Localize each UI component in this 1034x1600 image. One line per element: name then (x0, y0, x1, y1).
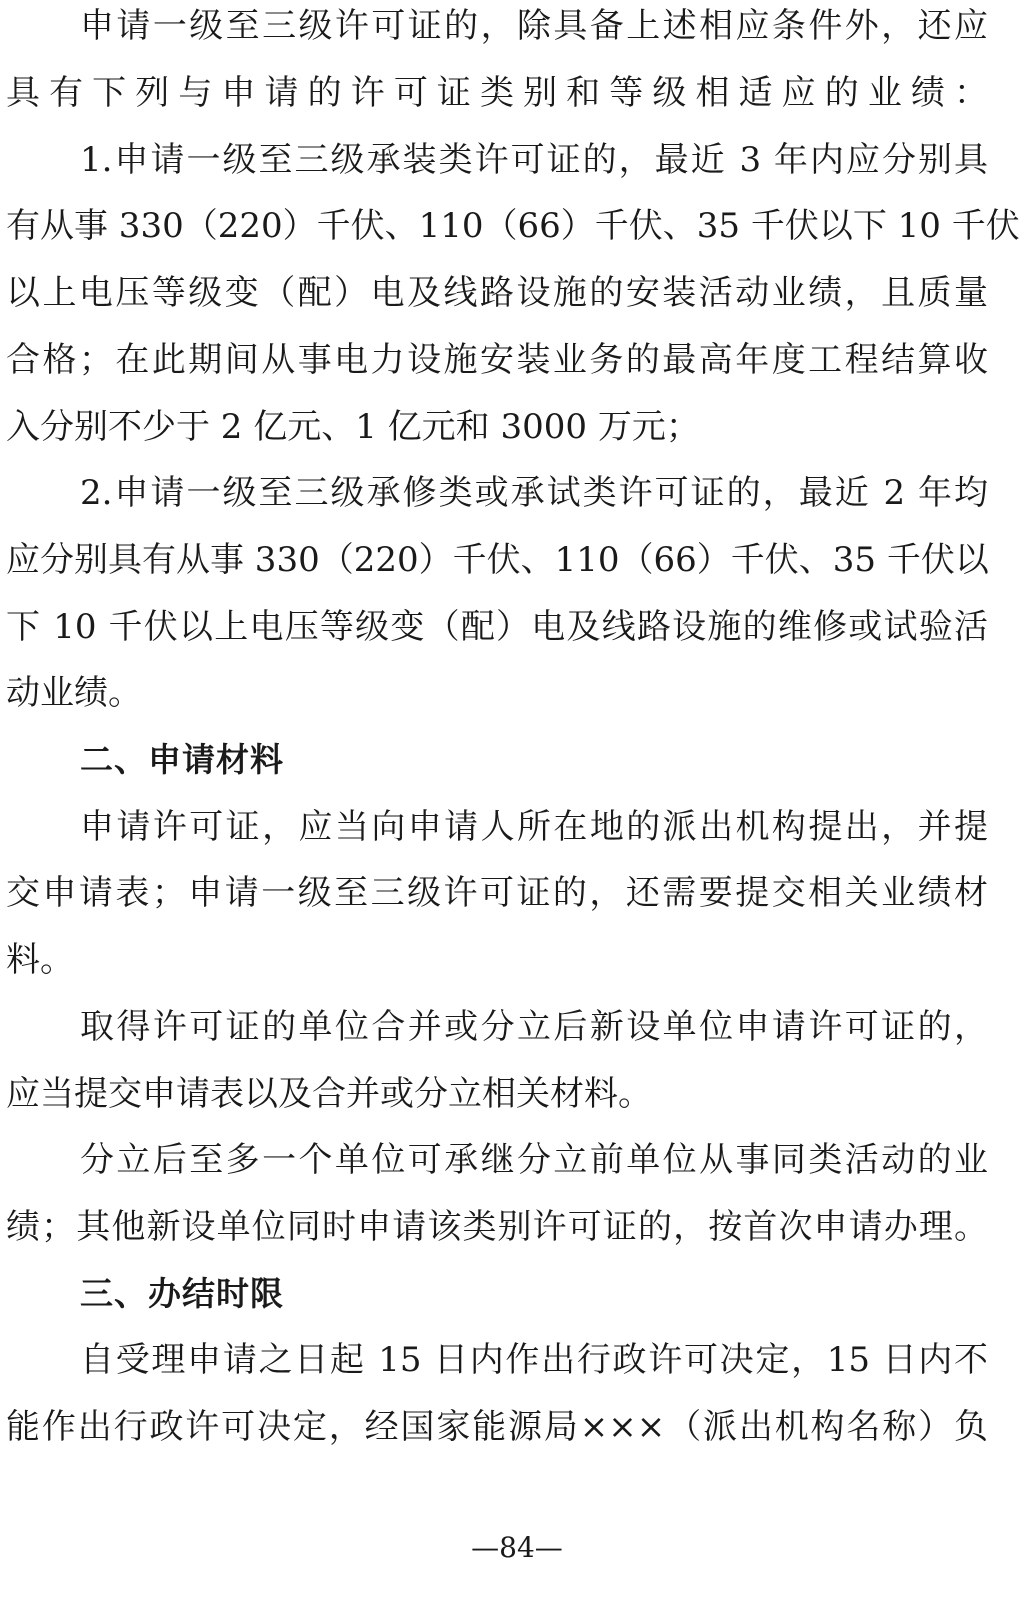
paragraph-line: 自受理申请之日起 15 日内作出行政许可决定，15 日内不 (80, 1340, 988, 1380)
paragraph-line: 2.申请一级至三级承修类或承试类许可证的，最近 2 年均 (80, 473, 988, 513)
paragraph-line: 能作出行政许可决定，经国家能源局×××（派出机构名称）负 (6, 1407, 988, 1447)
paragraph-line: 料。 (6, 940, 74, 980)
paragraph-line: 分立后至多一个单位可承继分立前单位从事同类活动的业 (80, 1140, 988, 1180)
section-heading: 三、办结时限 (80, 1274, 284, 1313)
paragraph-line: 绩；其他新设单位同时申请该类别许可证的，按首次申请办理。 (6, 1207, 988, 1247)
paragraph-line: 动业绩。 (6, 673, 142, 713)
paragraph-line: 取得许可证的单位合并或分立后新设单位申请许可证的， (80, 1007, 988, 1047)
paragraph-line: 申请一级至三级许可证的，除具备上述相应条件外，还应 (80, 6, 988, 46)
paragraph-line: 入分别不少于 2 亿元、1 亿元和 3000 万元； (6, 407, 700, 447)
paragraph-line: 具有下列与申请的许可证类别和等级相适应的业绩： (6, 73, 988, 113)
paragraph-line: 以上电压等级变（配）电及线路设施的安装活动业绩，且质量 (6, 273, 988, 313)
paragraph-line: 交申请表；申请一级至三级许可证的，还需要提交相关业绩材 (6, 873, 988, 913)
page-number: —84— (471, 1531, 563, 1564)
paragraph-line: 合格；在此期间从事电力设施安装业务的最高年度工程结算收 (6, 340, 988, 380)
paragraph-line: 申请许可证，应当向申请人所在地的派出机构提出，并提 (80, 807, 988, 847)
section-heading: 二、申请材料 (80, 740, 284, 779)
paragraph-line: 有从事 330（220）千伏、110（66）千伏、35 千伏以下 10 千伏 (6, 206, 1020, 246)
paragraph-line: 下 10 千伏以上电压等级变（配）电及线路设施的维修或试验活 (6, 607, 988, 647)
paragraph-line: 应分别具有从事 330（220）千伏、110（66）千伏、35 千伏以 (6, 540, 989, 580)
paragraph-line: 1.申请一级至三级承装类许可证的，最近 3 年内应分别具 (80, 140, 988, 180)
paragraph-line: 应当提交申请表以及合并或分立相关材料。 (6, 1074, 652, 1114)
